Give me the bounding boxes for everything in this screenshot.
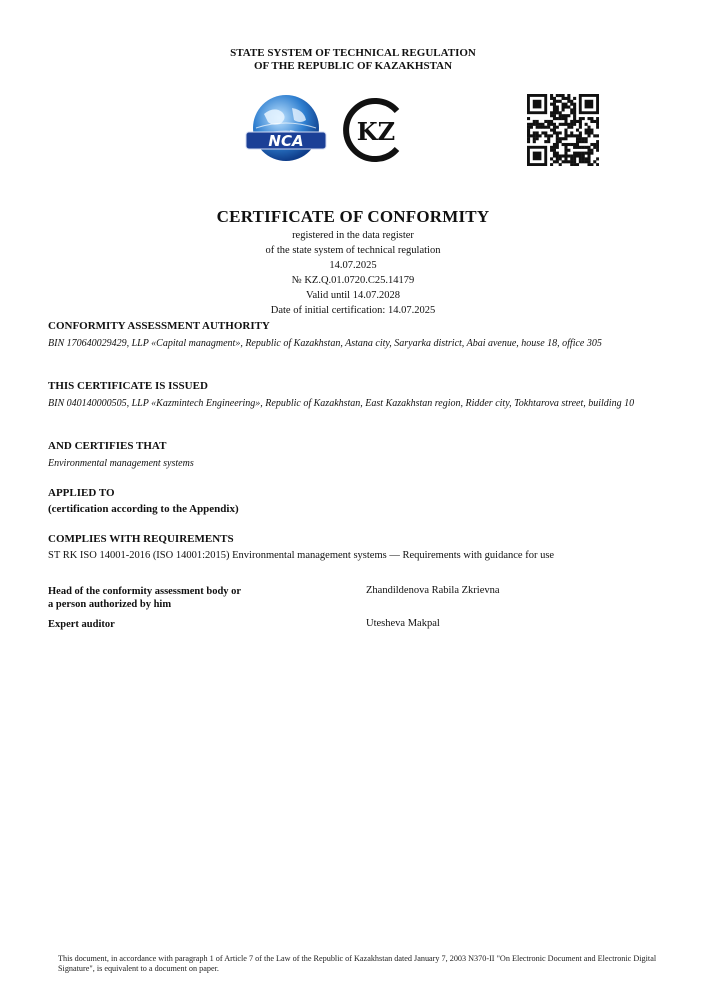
valid-until: Valid until 14.07.2028 [306,290,400,301]
header-line-2: OF THE REPUBLIC OF KAZAKHSTAN [253,60,453,72]
registration-block [0,228,706,318]
issuing-system-header [0,47,706,73]
nca-logo [244,94,328,164]
expert-auditor-name: Utesheva Makpal [366,618,440,629]
header-line-1: STATE SYSTEM OF TECHNICAL REGULATION [230,47,476,59]
initial-certification-date: Date of initial certification: 14.07.2025 [270,305,436,316]
applied-heading: APPLIED TO [48,487,115,499]
nca-logo-text: NCA [268,132,304,150]
complies-standard: ST RK ISO 14001-2016 (ISO 14001:2015) Environmental management systems — Requirements with guidance for use [48,550,555,561]
head-label-line-2: a person authorized by him [48,599,172,610]
kz-conformity-mark [342,95,410,165]
certificate-title: CERTIFICATE OF CONFORMITY [216,207,490,226]
registration-line-2: of the state system of technical regulation [265,245,441,256]
head-signatory-label [48,585,241,611]
certifies-details: Environmental management systems [48,458,194,469]
head-label-line-1: Head of the conformity assessment body or [48,586,242,597]
issued-heading: THIS CERTIFICATE IS ISSUED [48,380,208,392]
certifies-heading: AND CERTIFIES THAT [48,440,167,452]
head-signatory-name: Zhandildenova Rabila Zkrievna [366,585,500,596]
expert-auditor-label: Expert auditor [48,619,115,630]
authority-heading: CONFORMITY ASSESSMENT AUTHORITY [48,320,270,332]
certificate-number: № KZ.Q.01.0720.C25.14179 [291,275,415,286]
qr-code [527,94,599,166]
complies-heading: COMPLIES WITH REQUIREMENTS [48,533,234,545]
issued-details: BIN 040140000505, LLP «Kazmintech Engineering», Republic of Kazakhstan, East Kazakhstan region, Ridder city, Tokhtarova street, building 10 [48,398,635,409]
legal-footer-note: This document, in accordance with paragraph 1 of Article 7 of the Law of the Republic of Kazakhstan dated January 7, 2003 N370-II "On Electronic Document and Electronic Digital Signature", is equivalent to a document on paper. [58,954,657,973]
registration-date: 14.07.2025 [329,260,377,271]
applied-subheading: (certification according to the Appendix) [48,503,239,515]
kz-mark-text: KZ [356,117,396,146]
authority-details: BIN 170640029429, LLP «Capital managment», Republic of Kazakhstan, Astana city, Saryarka district, Abai avenue, house 18, office 305 [48,338,602,349]
registration-line-1: registered in the data register [292,230,414,241]
